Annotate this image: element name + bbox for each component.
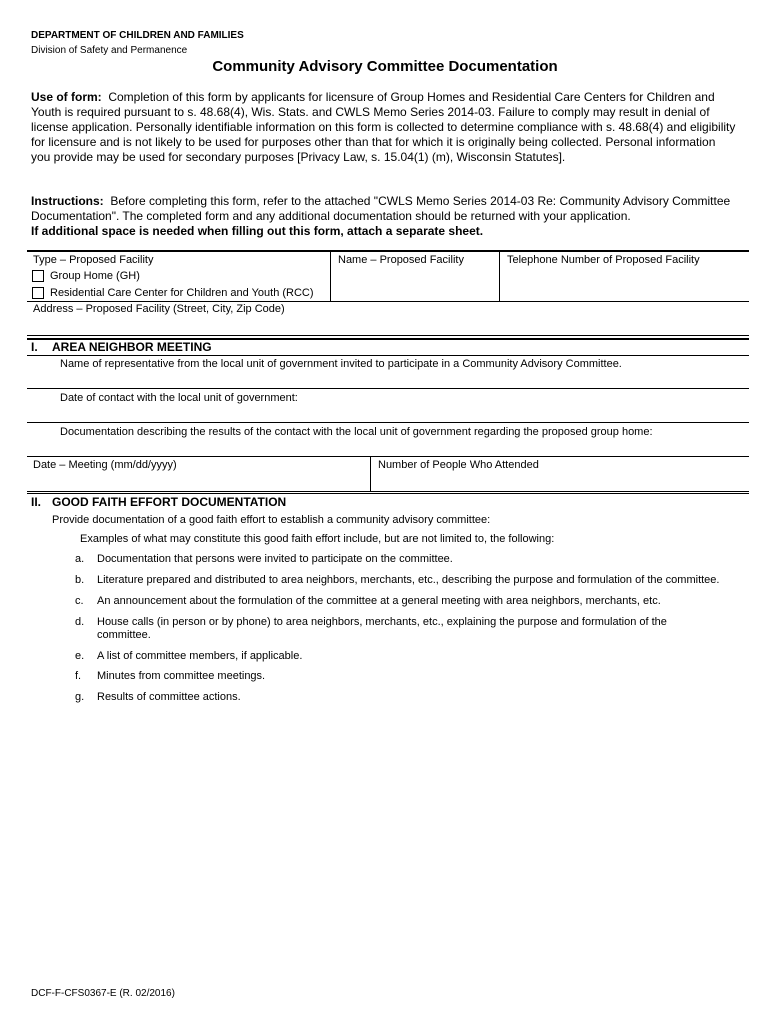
contact-date-label: Date of contact with the local unit of government: — [60, 392, 298, 404]
table-divider — [330, 252, 331, 301]
list-item-letter: d. — [75, 616, 85, 628]
phone-label: Telephone Number of Proposed Facility — [507, 254, 700, 266]
rcc-checkbox[interactable] — [32, 287, 44, 299]
rcc-label: Residential Care Center for Children and Youth (RCC) — [50, 287, 314, 299]
type-label: Type – Proposed Facility — [33, 254, 154, 266]
division-name: Division of Safety and Permanence — [31, 45, 188, 56]
table-bottom-rule — [27, 335, 749, 336]
list-item-text: A list of committee members, if applicable. — [97, 650, 303, 662]
list-item-text: Results of committee actions. — [97, 691, 241, 703]
row-rule — [27, 422, 749, 423]
instructions-text: Before completing this form, refer to the attached "CWLS Memo Series 2014-03 Re: Community Advisory Committee Documentation". The completed form and any additional documentation should be returned with your application. — [31, 194, 731, 223]
list-item-text: Documentation that persons were invited to participate on the committee. — [97, 553, 453, 565]
section2-title: GOOD FAITH EFFORT DOCUMENTATION — [52, 495, 287, 509]
section2-intro: Provide documentation of a good faith effort to establish a community advisory committee: — [52, 514, 491, 526]
table-divider — [370, 456, 371, 491]
table-rule — [27, 301, 749, 302]
section1-title: AREA NEIGHBOR MEETING — [52, 340, 212, 354]
section1-rule — [27, 355, 749, 356]
list-item-text: House calls (in person or by phone) to area neighbors, merchants, etc., explaining the purpose and formulation of the committee. — [97, 616, 667, 641]
list-item-letter: f. — [75, 670, 82, 682]
use-of-form-paragraph — [31, 90, 736, 165]
list-item-letter: g. — [75, 691, 85, 703]
name-label: Name – Proposed Facility — [338, 254, 464, 266]
section2-number: II. — [31, 495, 42, 509]
examples-intro: Examples of what may constitute this good faith effort include, but are not limited to, the following: — [80, 533, 555, 545]
list-item-text: An announcement about the formulation of the committee at a general meeting with area neighbors, merchants, etc. — [97, 595, 661, 607]
instructions-bold-note: If additional space is needed when filling out this form, attach a separate sheet. — [31, 224, 484, 238]
table-top-rule — [27, 250, 749, 252]
attendees-label: Number of People Who Attended — [378, 459, 539, 471]
department-name: DEPARTMENT OF CHILDREN AND FAMILIES — [31, 30, 244, 41]
list-item-letter: b. — [75, 574, 85, 586]
table-divider — [499, 252, 500, 301]
section2-top-rule — [27, 493, 749, 494]
row-rule — [27, 388, 749, 389]
list-item-text: Literature prepared and distributed to area neighbors, merchants, etc., describing the purpose and formulation of the committee. — [97, 574, 720, 586]
use-of-form-text: Completion of this form by applicants for licensure of Group Homes and Residential Care Centers for Children and Youth is required pursuant to s. 48.68(4), Wis. Stats. and CWLS Memo Series 2014-03. Failure to comply may result in denial of license application. Personally identifiable information on this form is collected to determine compliance with s. 48.68(4) and eligibility for licensure and is not likely to be used for purposes other than that for which it is originally being collected. Personal information you provide may be used for secondary purposes [Privacy Law, s. 15.04(1) (m), Wisconsin Statutes]. — [31, 90, 736, 164]
list-item-letter: a. — [75, 553, 85, 565]
form-id: DCF-F-CFS0367-E (R. 02/2016) — [31, 988, 175, 999]
documentation-label: Documentation describing the results of the contact with the local unit of government regarding the proposed group home: — [60, 426, 653, 438]
row-rule — [27, 491, 749, 492]
list-item-letter: c. — [75, 595, 84, 607]
page-title: Community Advisory Committee Documentation — [212, 58, 558, 75]
group-home-checkbox[interactable] — [32, 270, 44, 282]
list-item-text: Minutes from committee meetings. — [97, 670, 266, 682]
group-home-label: Group Home (GH) — [50, 270, 140, 282]
instructions-paragraph — [31, 194, 736, 239]
meeting-date-label: Date – Meeting (mm/dd/yyyy) — [33, 459, 177, 471]
instructions-label: Instructions: — [31, 194, 104, 208]
address-label: Address – Proposed Facility (Street, City, Zip Code) — [33, 303, 285, 315]
row-rule — [27, 456, 749, 457]
list-item-letter: e. — [75, 650, 85, 662]
section1-number: I. — [31, 340, 38, 354]
representative-label: Name of representative from the local unit of government invited to participate in a Community Advisory Committee. — [60, 358, 622, 370]
use-of-form-label: Use of form: — [31, 90, 102, 104]
